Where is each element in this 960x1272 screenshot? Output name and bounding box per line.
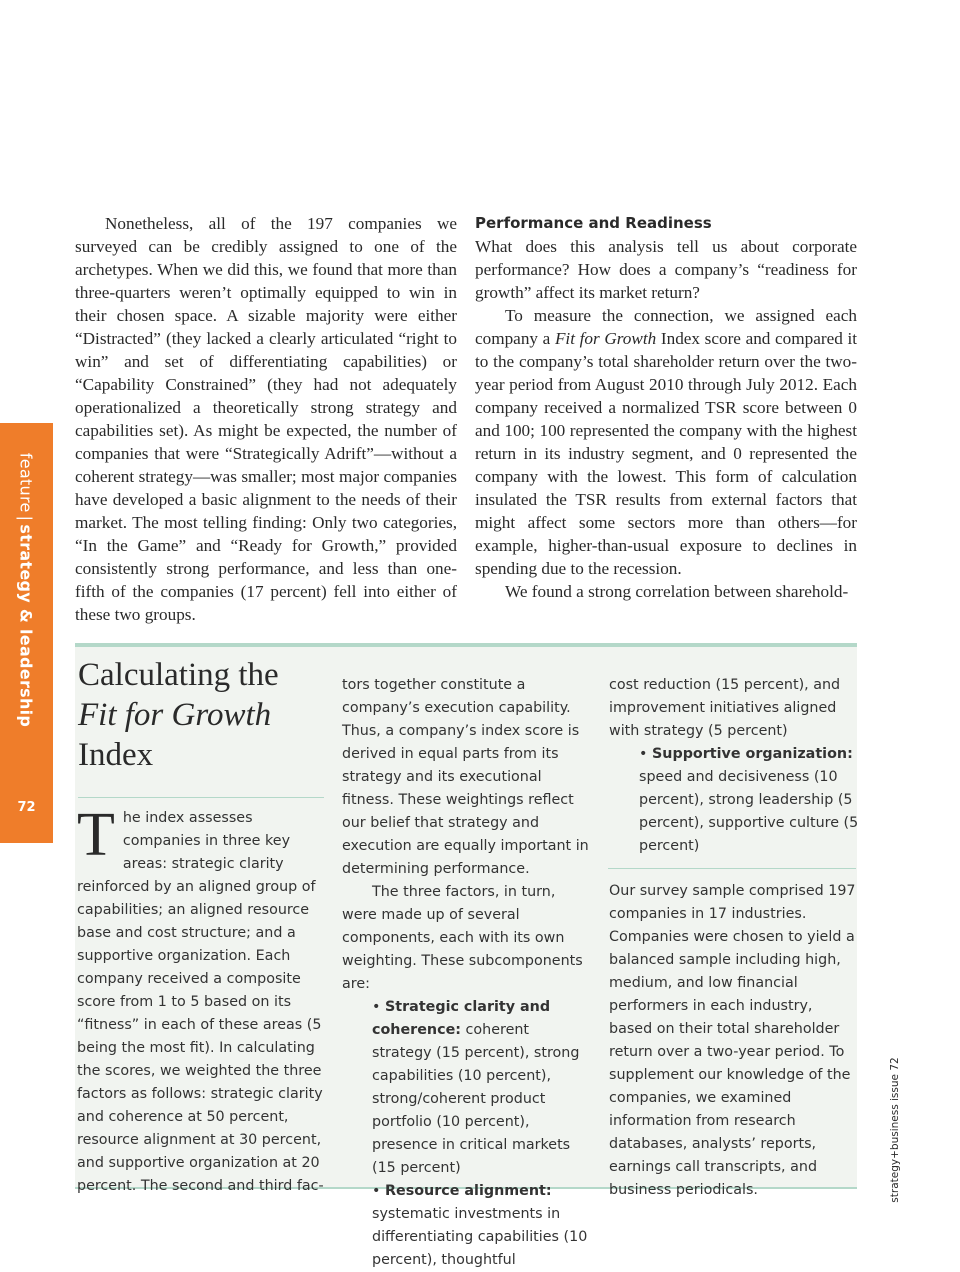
body-paragraph bbox=[475, 304, 857, 580]
sidebar-paragraph: The three factors, in turn, were made up of several components, each with its own weighting. These subcomponents are: bbox=[342, 884, 583, 992]
bullet-marker: • bbox=[639, 746, 648, 762]
bullet-text: systematic investments in differentiating capabilities (10 percent), thoughtful bbox=[372, 1206, 588, 1268]
sidebar-title-line: Calculating the bbox=[78, 657, 279, 693]
index-name-italic: Fit for Growth bbox=[554, 329, 657, 348]
sidebar-title-line: Index bbox=[78, 737, 154, 773]
body-paragraph: Nonetheless, all of the 197 companies we surveyed can be credibly assigned to one of the archetypes. When we did this, we found that more than three-quarters weren’t optimally equipped to win in their chosen space. A sizable majority were either “Distracted” (they lacked a clearly articulated “right to win” and set of differentiating capabilities) or “Capability Constrained” (they had not adequately operationalized a theoretically strong strategy and capabilities set). As might be expected, the number of companies that were “Strategically Adrift”—without a coherent strategy—was smaller; most major companies have developed a basic alignment to the needs of their market. The most telling finding: Only two categories, “In the Game” and “Ready for Growth,” provided consistently strong performance, and less than one-fifth of the companies (17 percent) fell into either of these two groups. bbox=[75, 214, 457, 624]
sidebar-column-1 bbox=[77, 801, 327, 1198]
sidebar-text: he index assesses companies in three key areas: strategic clarity reinforced by an aligned group of capabilities; an aligned resource base and cost structure; and a supportive organization. Each company received a composite score from 1 to 5 based on its “fitness” in each of these areas (5 being the most fit). In calculating the scores, we weighted the three factors as follows: strategic clarity and coherence at 50 percent, resource alignment at 30 percent, and supportive organization at 20 percent. The second and third fac- bbox=[77, 810, 324, 1194]
sidebar-paragraph bbox=[77, 801, 327, 1198]
sidebar-box bbox=[75, 643, 859, 1268]
title-divider bbox=[78, 797, 324, 798]
bullet-text: speed and decisiveness (10 percent), strong leadership (5 percent), supportive culture (5 percent) bbox=[639, 769, 859, 854]
bullet-label: Strategic clarity and coherence: bbox=[372, 999, 551, 1038]
sidebar-column-3 bbox=[609, 674, 859, 858]
column-divider bbox=[608, 868, 856, 869]
body-column-right bbox=[475, 212, 857, 603]
section-topic: strategy & leadership bbox=[16, 524, 36, 728]
bullet-marker: • bbox=[372, 1183, 381, 1199]
drop-cap: T bbox=[77, 801, 115, 869]
sidebar-paragraph: cost reduction (15 percent), and improvement initiatives aligned with strategy (5 percent) bbox=[609, 677, 841, 739]
publication-footer: strategy+business issue 72 bbox=[889, 1057, 901, 1203]
bullet-item bbox=[342, 996, 592, 1180]
section-tab-label bbox=[17, 453, 36, 727]
section-separator: | bbox=[16, 515, 36, 522]
sidebar-column-3-lower bbox=[609, 880, 859, 1202]
bullet-label: Supportive organization: bbox=[651, 746, 853, 762]
body-paragraph: We found a strong correlation between sharehold- bbox=[505, 582, 849, 601]
bullet-item bbox=[342, 1180, 592, 1272]
body-text: To measure the connection, we assigned each company a bbox=[475, 306, 857, 348]
sidebar-title bbox=[78, 655, 333, 775]
bullet-marker: • bbox=[372, 999, 381, 1015]
bullet-text: coherent strategy (15 percent), strong capabilities (10 percent), strong/coherent product portfolio (10 percent), presence in critical markets (15 percent) bbox=[372, 1022, 580, 1176]
page-number: 72 bbox=[17, 800, 36, 815]
sidebar-column-2 bbox=[342, 674, 592, 1272]
section-heading: Performance and Readiness bbox=[475, 214, 712, 232]
bullet-item bbox=[609, 743, 859, 858]
sidebar-paragraph: tors together constitute a company’s execution capability. Thus, a company’s index score is derived in equal parts from its strategy and its executional fitness. These weightings reflect our belief that strategy and execution are equally important in determining performance. bbox=[342, 677, 589, 877]
body-paragraph: What does this analysis tell us about corporate performance? How does a company’s “readiness for growth” affect its market return? bbox=[475, 237, 857, 302]
section-name: feature bbox=[16, 452, 36, 513]
sidebar-paragraph: Our survey sample comprised 197 companies in 17 industries. Companies were chosen to yield a balanced sample including high, medium, and low financial performers in each industry, based on their total shareholder return over a two-year period. To supplement our knowledge of the companies, we examined information from research databases, analysts’ reports, earnings call transcripts, and business periodicals. bbox=[609, 883, 856, 1198]
sidebar-title-italic: Fit for Growth bbox=[78, 697, 272, 733]
bullet-label: Resource alignment: bbox=[384, 1183, 552, 1199]
body-column-left bbox=[75, 212, 457, 626]
body-text: Index score and compared it to the company’s total shareholder return over the two-year period from August 2010 through July 2012. Each company received a normalized TSR score between 0 and 100; 100 represented the company with the highest return in its industry segment, and 0 represented the company with the lowest. This form of calculation insulated the TSR results from external factors that might affect some sectors more than others—for example, higher-than-usual exposure to declines in spending due to the recession. bbox=[475, 329, 857, 578]
